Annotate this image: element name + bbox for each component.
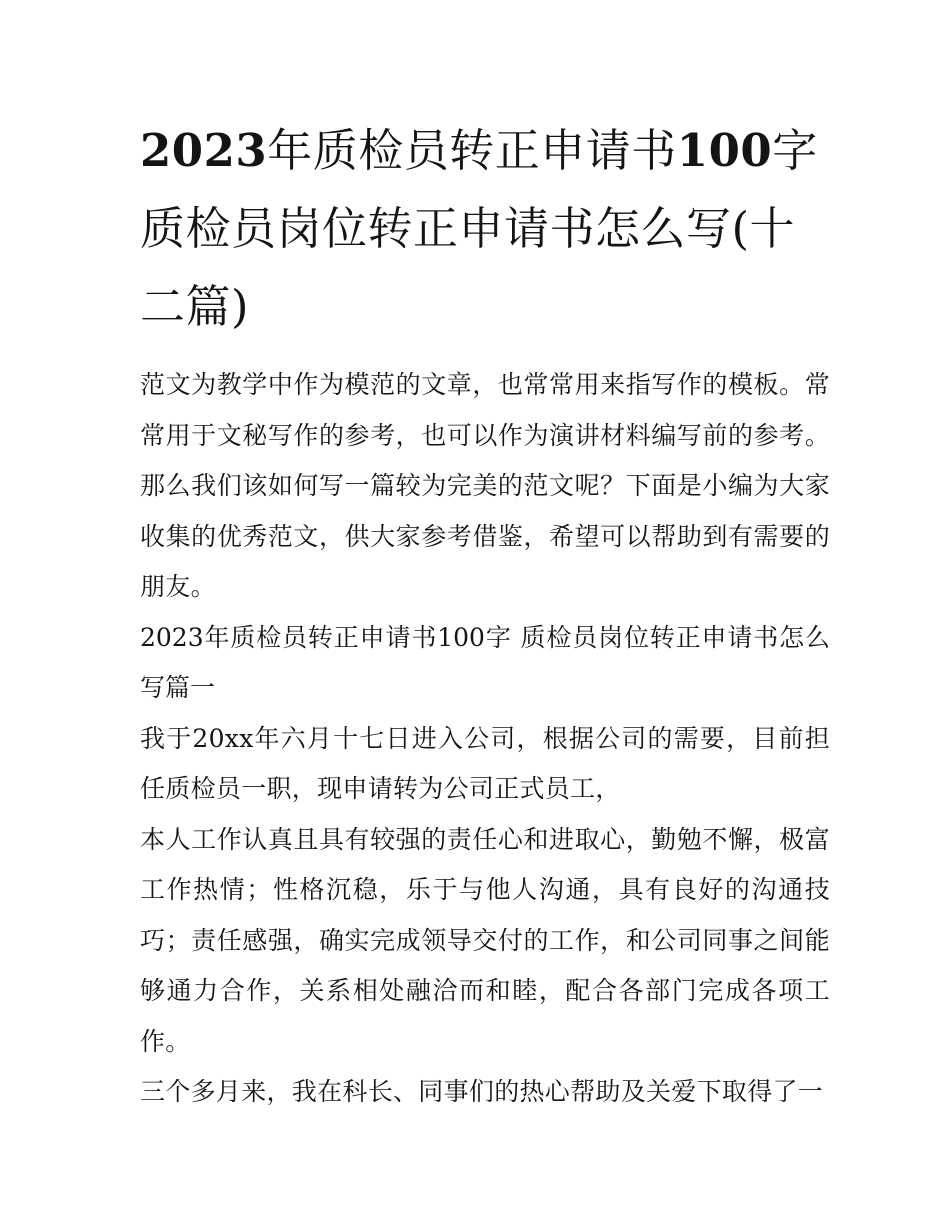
body-paragraph: 我于20xx年六月十七日进入公司，根据公司的需要，目前担任质检员一职，现申请转为公司正式员工， — [140, 723, 830, 803]
intro-paragraph: 范文为教学中作为模范的文章，也常常用来指写作的模板。常常用于文秘写作的参考，也可以作为演讲材料编写前的参考。那么我们该如何写一篇较为完美的范文呢？下面是小编为大家收集的优秀范文，供大家参考借鉴，希望可以帮助到有需要的朋友。 — [140, 370, 830, 601]
body-paragraph: 本人工作认真且具有较强的责任心和进取心，勤勉不懈，极富工作热情；性格沉稳，乐于与他人沟通，具有良好的沟通技巧；责任感强，确实完成领导交付的工作，和公司同事之间能够通力合作，关系相处融洽而和睦，配合各部门完成各项工作。 — [140, 824, 830, 1056]
title-number: 2023 — [140, 124, 268, 177]
section-heading: 2023年质检员转正申请书100字 质检员岗位转正申请书怎么写篇一 — [140, 622, 830, 702]
body-paragraph: 三个多月来，我在科长、同事们的热心帮助及关爱下取得了一 — [140, 1077, 824, 1106]
document-title: 2023年质检员转正申请书100字 质检员岗位转正申请书怎么写(十二篇) — [140, 124, 818, 333]
document-body — [140, 112, 830, 1118]
title-number: 100 — [676, 124, 773, 177]
